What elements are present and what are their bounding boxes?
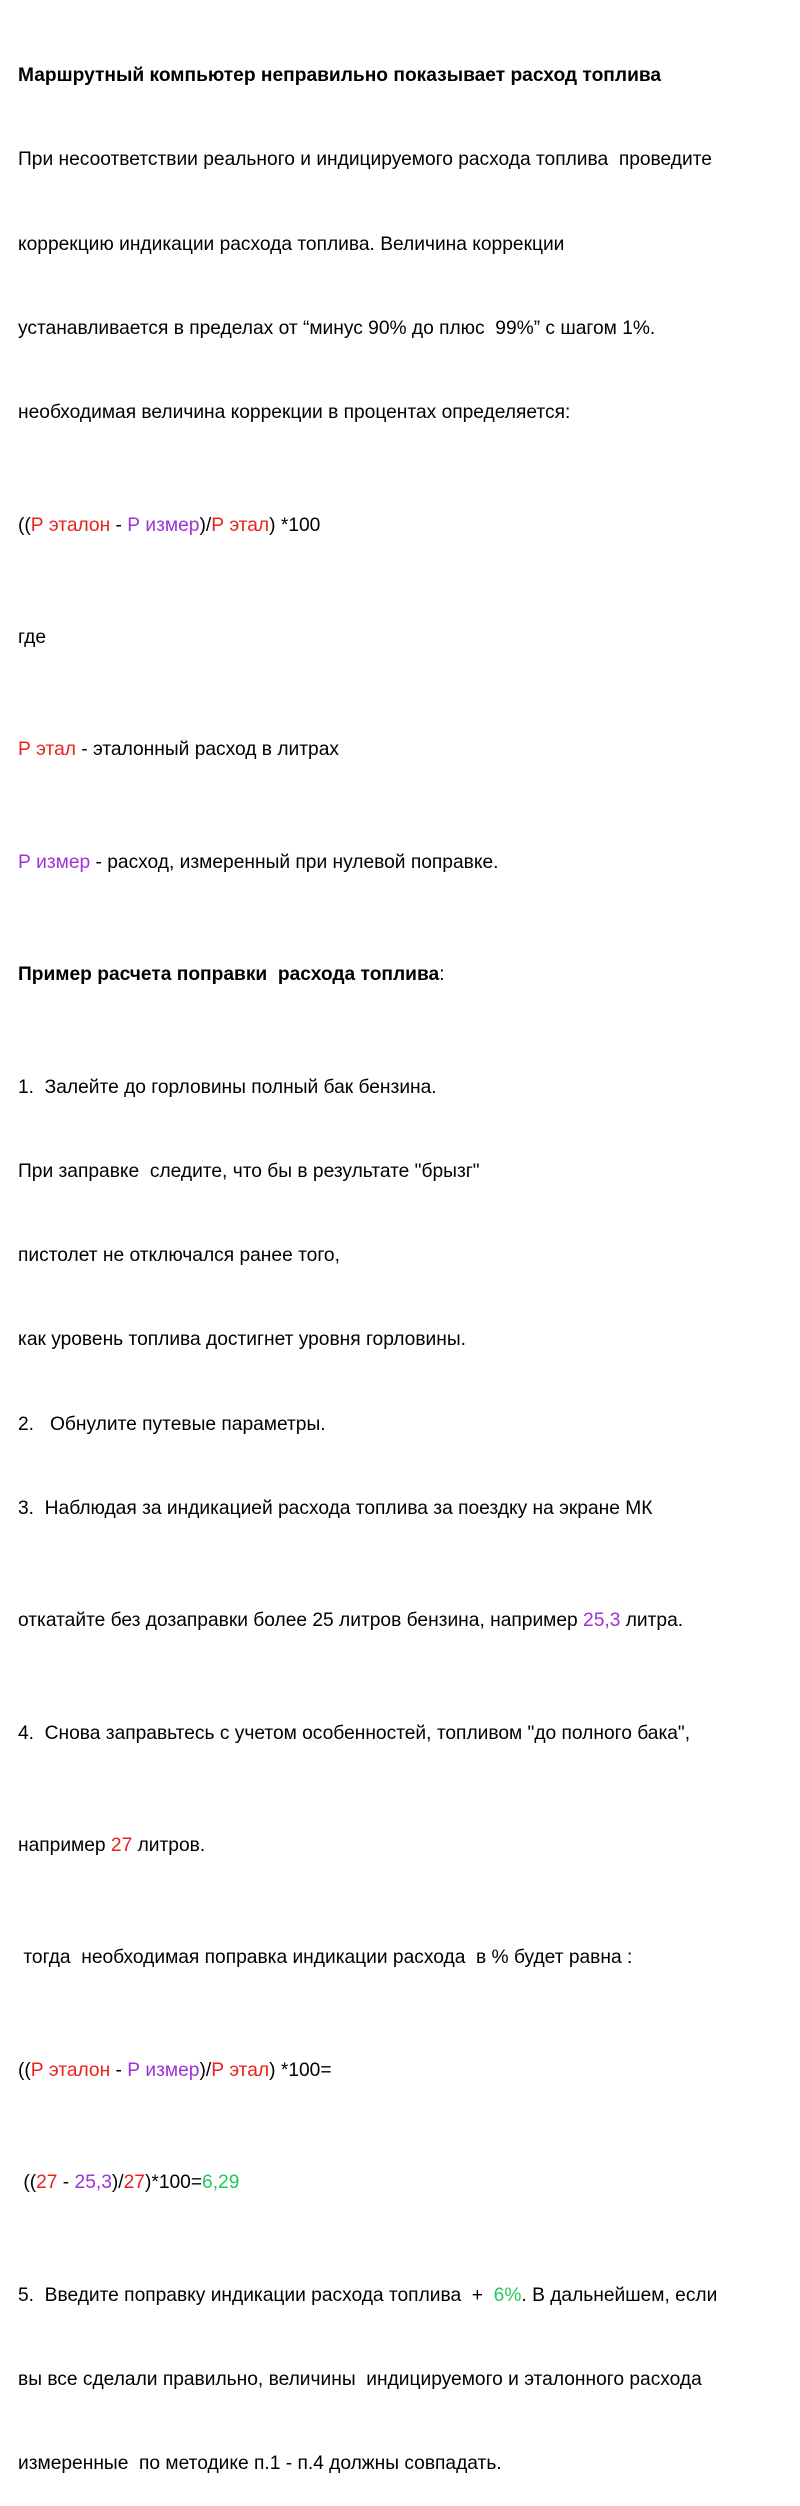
formula2-term-p-izmer: Р измер (127, 2059, 200, 2081)
step-1-line-2: При заправке следите, что бы в результате "брызг" (18, 1160, 480, 1182)
example-heading (18, 961, 793, 989)
step-5-line-2: вы все сделали правильно, величины индицируемого и эталонного расхода (18, 2368, 702, 2390)
intro-line-1: При несоответствии реального и индицируемого расхода топлива проведите (18, 149, 712, 171)
formula3-mid: )*100= (144, 2172, 203, 2194)
step-1-line-3: пистолет не отключался ранее того, (18, 1245, 340, 1267)
document-title: Маршрутный компьютер неправильно показывает расход топлива (18, 65, 662, 87)
step-3-text: откатайте без дозаправки более 25 литров бензина, например (18, 1610, 584, 1632)
formula3-value-izmer: 25,3 (74, 2172, 112, 2194)
step-3-line-2 (18, 1607, 793, 1635)
step-1-line-1: 1. Залейте до горловины полный бак бензина. (18, 1076, 437, 1098)
formula-general (18, 512, 793, 540)
formula3-value-etal: 27 (123, 2172, 145, 2194)
step-1-line-4: как уровень топлива достигнет уровня горловины. (18, 1329, 466, 1351)
step-5-correction-value: 6% (493, 2284, 522, 2306)
formula2-minus: - (110, 2059, 128, 2081)
step-3-line-1: 3. Наблюдая за индикацией расхода топлива за поездку на экране МК (18, 1497, 653, 1519)
formula-term-p-etal: Р этал (211, 514, 270, 536)
formula2-term-p-etal: Р этал (211, 2059, 270, 2081)
step-5-line-3: измеренные по методике п.1 - п.4 должны совпадать. (18, 2453, 502, 2475)
step-4-unit: литров. (132, 1835, 206, 1857)
formula2-divide: )/ (199, 2059, 212, 2081)
formula3-result: 6,29 (202, 2172, 240, 2194)
formula-example-numeric (18, 2169, 793, 2197)
document-body (18, 6, 793, 2506)
step-4-reference-value: 27 (110, 1835, 133, 1857)
intro-line-2: коррекцию индикации расхода топлива. Величина коррекции (18, 233, 565, 255)
formula-example-symbolic (18, 2057, 793, 2085)
example-heading-bold: Пример расчета поправки расхода топлива (18, 964, 440, 986)
step-5-text: 5. Введите поправку индикации расхода топлива + (18, 2284, 494, 2306)
formula2-term-p-etalon: Р эталон (30, 2059, 111, 2081)
formula3-minus: - (57, 2172, 75, 2194)
formula3-value-etalon: 27 (36, 2172, 58, 2194)
intro-line-3: устанавливается в пределах от “минус 90% до плюс 99%” с шагом 1%. (18, 318, 656, 340)
step-5-line-1 (18, 2282, 793, 2310)
where-label: где (18, 627, 47, 649)
formula-minus: - (110, 514, 128, 536)
definition-p-izmer (18, 849, 793, 877)
formula3-open: (( (18, 2172, 37, 2194)
step-5-text-tail: . В дальнейшем, если (521, 2284, 718, 2306)
formula3-divide: )/ (111, 2172, 124, 2194)
definition-term-p-izmer: Р измер (18, 851, 91, 873)
step-4-line-2 (18, 1832, 793, 1860)
example-heading-colon: : (439, 964, 445, 986)
formula2-open: (( (18, 2059, 31, 2081)
definition-term-p-etal: Р этал (18, 739, 76, 761)
step-3-measured-value: 25,3 (583, 1610, 621, 1632)
formula-tail: ) *100 (269, 514, 321, 536)
formula-term-p-izmer: Р измер (127, 514, 200, 536)
definition-text-p-izmer: - расход, измеренный при нулевой поправке. (90, 851, 499, 873)
formula-term-p-etalon: Р эталон (30, 514, 111, 536)
step-4-line-1: 4. Снова заправьтесь с учетом особенностей, топливом "до полного бака", (18, 1722, 691, 1744)
then-line: тогда необходимая поправка индикации расхода в % будет равна : (18, 1947, 633, 1969)
step-3-unit: литра. (620, 1610, 684, 1632)
step-2: 2. Обнулите путевые параметры. (18, 1413, 326, 1435)
definition-text-p-etal: - эталонный расход в литрах (75, 739, 339, 761)
step-4-text: например (18, 1835, 111, 1857)
formula-open: (( (18, 514, 31, 536)
formula2-tail: ) *100= (269, 2059, 332, 2081)
intro-line-4: необходимая величина коррекции в процентах определяется: (18, 402, 571, 424)
formula-divide: )/ (199, 514, 212, 536)
definition-p-etal (18, 736, 793, 764)
